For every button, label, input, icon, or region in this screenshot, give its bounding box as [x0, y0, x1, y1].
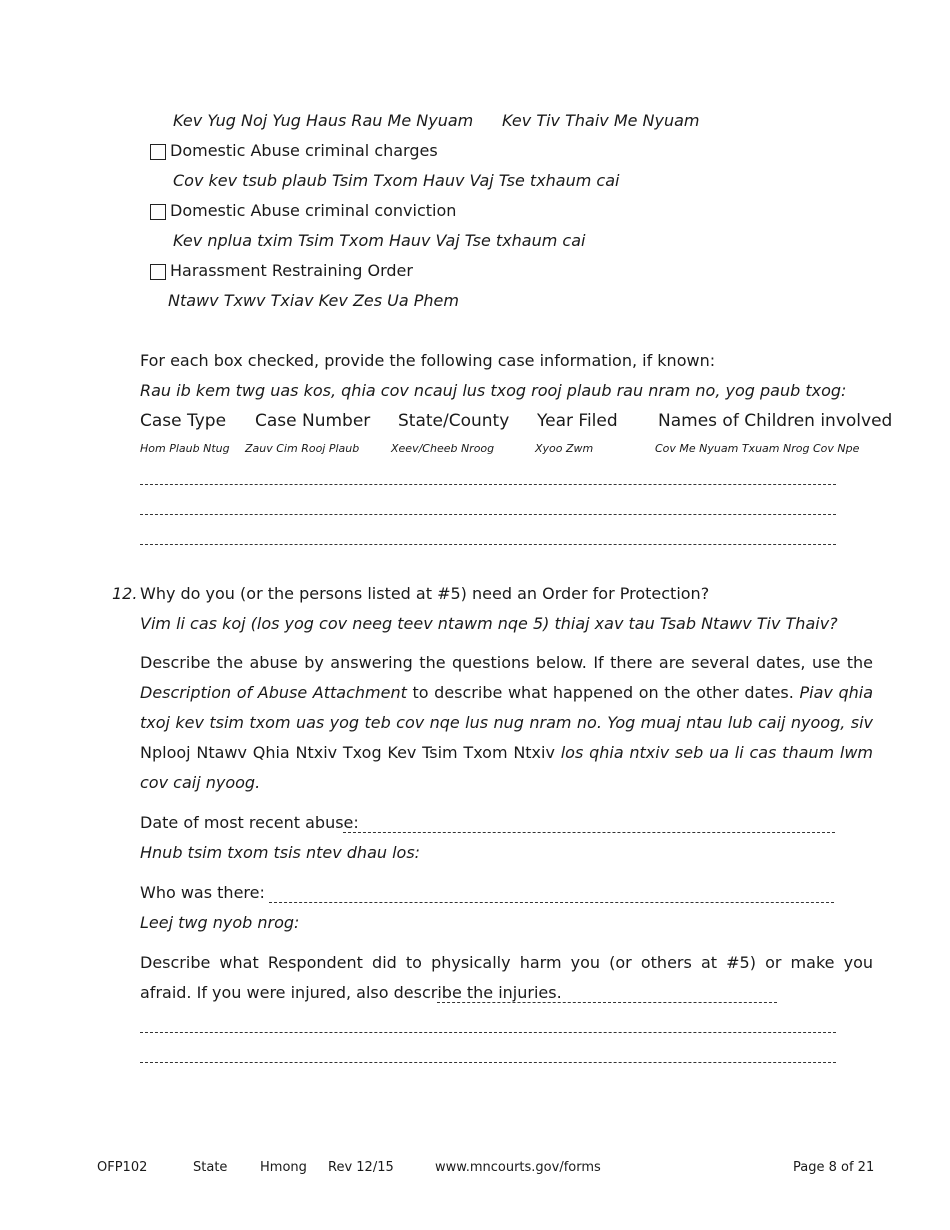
- describe-translation-part2: los qhia ntxiv seb ua li cas thaum lwm cov caij nyoog.: [140, 743, 874, 792]
- question-number: 12.: [112, 584, 138, 603]
- column-translation-children-names: Cov Me Nyuam Txuam Nrog Cov Npe: [655, 442, 860, 455]
- footer-form-id: OFP102: [97, 1160, 148, 1175]
- footer-language: Hmong: [260, 1160, 307, 1175]
- case-info-blank-line[interactable]: [140, 514, 836, 515]
- case-info-instruction-translation: Rau ib kem twg uas kos, qhia cov ncauj lus txog rooj plaub rau nram no, yog paub txog:: [140, 381, 847, 400]
- column-translation-state-county: Xeev/Cheeb Nroog: [391, 442, 495, 455]
- footer-revision: Rev 12/15: [328, 1160, 394, 1175]
- describe-harm-paragraph: [140, 948, 873, 1008]
- case-info-instruction: For each box checked, provide the following case information, if known:: [140, 351, 716, 370]
- checkbox-label-criminal-charges: Domestic Abuse criminal charges: [170, 141, 438, 160]
- column-header-case-type: Case Type: [140, 411, 227, 431]
- checkbox-translation-criminal-conviction: Kev nplua txim Tsim Txom Hauv Vaj Tse txhaum cai: [173, 231, 586, 250]
- column-header-children-names: Names of Children involved: [658, 411, 893, 431]
- footer-state: State: [193, 1160, 228, 1175]
- footer-page-number: Page 8 of 21: [793, 1160, 875, 1175]
- case-info-blank-line[interactable]: [140, 484, 836, 485]
- question-12-text: Why do you (or the persons listed at #5) need an Order for Protection?: [140, 584, 710, 603]
- date-recent-abuse-label: Date of most recent abuse:: [140, 813, 359, 832]
- describe-harm-field[interactable]: [437, 1002, 777, 1003]
- describe-text-part1: Describe the abuse by answering the questions below. If there are several dates, use the: [140, 653, 873, 672]
- column-translation-case-type: Hom Plaub Ntug: [140, 442, 230, 455]
- date-recent-abuse-field[interactable]: [343, 832, 835, 833]
- describe-abuse-paragraph: [140, 648, 873, 798]
- describe-harm-blank-line[interactable]: [140, 1062, 836, 1063]
- case-info-blank-line[interactable]: [140, 544, 836, 545]
- describe-text-part2: to describe what happened on the other dates.: [406, 683, 800, 702]
- column-header-state-county: State/County: [398, 411, 510, 431]
- checkbox-label-criminal-conviction: Domestic Abuse criminal conviction: [170, 201, 457, 220]
- option-translation-child-support: Kev Yug Noj Yug Haus Rau Me Nyuam: [173, 111, 474, 130]
- checkbox-label-harassment-order: Harassment Restraining Order: [170, 261, 413, 280]
- describe-harm-text: Describe what Respondent did to physically harm you (or others at #5) or make you afraid. If you were injured, also describe the injuries.: [140, 953, 873, 1002]
- checkbox-harassment-order[interactable]: [150, 264, 166, 280]
- describe-translation-attachment: Nplooj Ntawv Qhia Ntxiv Txog Kev Tsim Txom Ntxiv: [140, 743, 555, 762]
- checkbox-criminal-conviction[interactable]: [150, 204, 166, 220]
- describe-translation-part1: Piav qhia txoj kev tsim txom uas yog teb cov nqe lus nug nram no. Yog muaj ntau lub caij nyoog, siv: [140, 683, 874, 732]
- option-translation-child-protection: Kev Tiv Thaiv Me Nyuam: [502, 111, 700, 130]
- column-translation-case-number: Zauv Cim Rooj Plaub: [245, 442, 360, 455]
- column-header-case-number: Case Number: [255, 411, 371, 431]
- who-was-there-translation: Leej twg nyob nrog:: [140, 913, 300, 932]
- date-recent-abuse-translation: Hnub tsim txom tsis ntev dhau los:: [140, 843, 421, 862]
- describe-harm-blank-line[interactable]: [140, 1032, 836, 1033]
- checkbox-criminal-charges[interactable]: [150, 144, 166, 160]
- description-attachment-ref: Description of Abuse Attachment: [140, 683, 407, 702]
- question-12-translation: Vim li cas koj (los yog cov neeg teev ntawm nqe 5) thiaj xav tau Tsab Ntawv Tiv Thaiv?: [140, 614, 838, 633]
- column-header-year-filed: Year Filed: [537, 411, 618, 431]
- checkbox-translation-criminal-charges: Cov kev tsub plaub Tsim Txom Hauv Vaj Tse txhaum cai: [173, 171, 620, 190]
- who-was-there-field[interactable]: [269, 902, 834, 903]
- who-was-there-label: Who was there:: [140, 883, 265, 902]
- footer-url[interactable]: www.mncourts.gov/forms: [435, 1160, 601, 1175]
- checkbox-translation-harassment-order: Ntawv Txwv Txiav Kev Zes Ua Phem: [168, 291, 459, 310]
- column-translation-year-filed: Xyoo Zwm: [535, 442, 594, 455]
